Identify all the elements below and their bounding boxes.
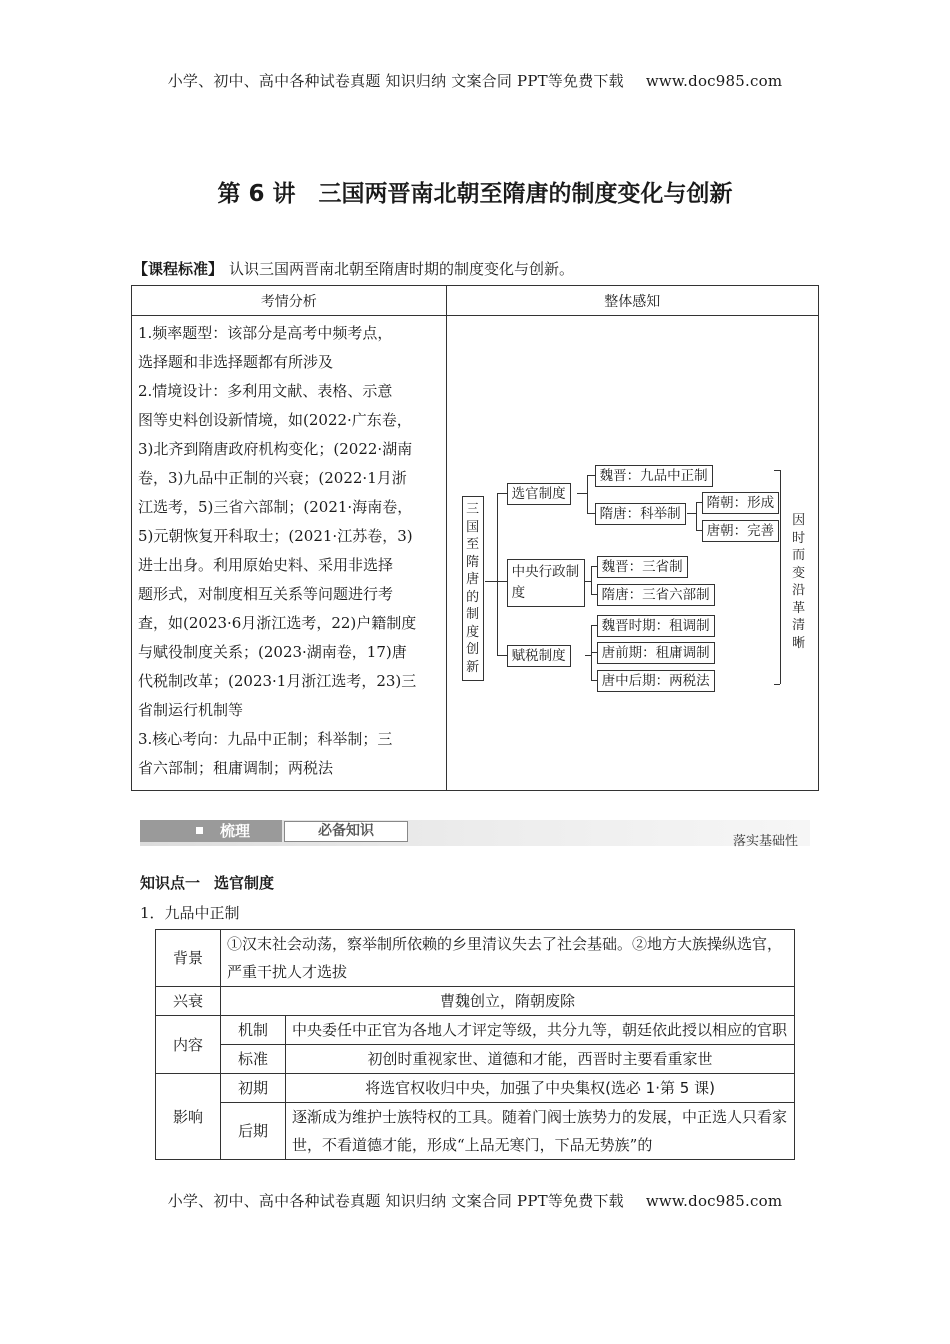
b1-connector (577, 493, 587, 494)
header-text: 小学、初中、高中各种试卷真题 知识归纳 文案合同 PPT等免费下载 (167, 72, 624, 90)
overview-header: 整体感知 (446, 286, 818, 316)
b2-item-sansheng: 魏晋：三省制 (597, 556, 688, 578)
b1-to-item1 (587, 475, 595, 476)
mechanism-text: 中央委任中正官为各地人才评定等级，共分九等，朝廷依此授以相应的官职 (286, 1016, 795, 1045)
branch-tax: 赋税制度 (507, 645, 571, 667)
overview-table (131, 285, 819, 791)
b3-item-liangshui: 唐中后期：两税法 (597, 670, 715, 692)
bg-label: 背景 (156, 930, 221, 987)
b2-spine (591, 566, 592, 594)
root-connector (485, 581, 497, 582)
b1-item-jiupin: 魏晋：九品中正制 (595, 465, 713, 487)
square-bullet-icon (196, 827, 203, 834)
header-site: www.doc985.com (645, 72, 783, 90)
analysis-point-2: 2.情境设计：多利用文献、表格、示意 图等史料创设新情境，如(2022·广东卷， 3)北齐到隋唐政府机构变化；(2022·湖南 卷，3)九品中正制的兴衰；(2022·1月浙 江选考，5)三省六部制；(2021·海南卷， 5)元朝恢复开科取士；(2021·江苏卷，3) 进士出身。利用原始史料、采用非选择 题形式，对制度相互关系等问题进行考 查，如(2023·6月浙江选考，22)户籍制度 与赋役制度关系；(2023·湖南卷，17)唐 代税制改革；(2023·1月浙江选考，23)三 省制运行机制等 (138, 382, 417, 719)
branch-selection: 选官制度 (507, 483, 571, 505)
jiupin-table (155, 929, 795, 1160)
diagram-summary (790, 512, 808, 652)
rise-label: 兴衰 (156, 987, 221, 1016)
page-header (0, 70, 950, 91)
table-row (156, 987, 795, 1016)
keju-tang: 唐朝：完善 (702, 520, 780, 542)
spine-to-b1 (497, 493, 507, 494)
keju-spine (696, 502, 697, 530)
bracket-bottom (774, 684, 780, 685)
spine-to-b2 (497, 581, 507, 582)
course-standard (133, 258, 574, 279)
footer-text: 小学、初中、高中各种试卷真题 知识归纳 文案合同 PPT等免费下载 (167, 1192, 624, 1210)
mechanism-label: 机制 (221, 1016, 286, 1045)
b2-item-sanshengliubu: 隋唐：三省六部制 (597, 584, 715, 606)
page-footer (0, 1190, 950, 1211)
analysis-header: 考情分析 (132, 286, 447, 316)
b1-to-item2 (587, 513, 595, 514)
footer-site: www.doc985.com (645, 1192, 783, 1210)
table-row (156, 1016, 795, 1045)
keju-sui: 隋朝：形成 (702, 492, 780, 514)
banner-sort-label: 梳理 (220, 822, 251, 840)
banner-foundation-label: 落实基础性 (732, 834, 798, 849)
lesson-title: 第 6 讲 三国两晋南北朝至隋唐的制度变化与创新 (217, 181, 733, 207)
bg-text: ①汉末社会动荡，察举制所依赖的乡里清议失去了社会基础。②地方大族操纵选官，严重干扰人才选拔 (221, 930, 795, 987)
section-banner (140, 820, 810, 849)
bracket-vertical (780, 470, 781, 684)
late-label: 后期 (221, 1103, 286, 1160)
banner-sort-tab (140, 820, 282, 842)
bracket-top (774, 470, 780, 471)
table-row (156, 1045, 795, 1074)
late-text: 逐渐成为维护士族特权的工具。随着门阀士族势力的发展，中正选人只看家世，不看道德才能，形成“上品无寒门，下品无势族”的 (286, 1103, 795, 1160)
course-standard-text: 认识三国两晋南北朝至隋唐时期的制度变化与创新。 (229, 260, 575, 278)
table-row (156, 1103, 795, 1160)
keju-connector (687, 513, 696, 514)
banner-essential-label: 必备知识 (284, 821, 408, 842)
knowledge-point-title (140, 872, 274, 893)
standard-label: 标准 (221, 1045, 286, 1074)
analysis-point-3: 3.核心考向：九品中正制；科举制；三 省六部制；租庸调制；两税法 (138, 730, 393, 777)
analysis-cell (132, 316, 447, 791)
table-row (156, 930, 795, 987)
b1-item-keju: 隋唐：科举制 (595, 503, 686, 525)
b1-spine (587, 475, 588, 513)
early-label: 初期 (221, 1074, 286, 1103)
diagram-root-text: 三国至隋唐的制度创新 (466, 502, 480, 675)
table-row (156, 1074, 795, 1103)
spine-to-b3 (497, 655, 507, 656)
branch-central-admin (507, 559, 585, 607)
b3-item-zuyongdiao: 唐前期：租庸调制 (597, 642, 715, 664)
analysis-point-1: 1.频率题型：该部分是高考中频考点， 选择题和非选择题都有所涉及 (138, 324, 393, 371)
early-text: 将选官权收归中央，加强了中央集权(选必 1·第 5 课) (286, 1074, 795, 1103)
subsection-title: 1．九品中正制 (140, 904, 240, 922)
root-spine (497, 493, 498, 655)
course-standard-label: 【课程标准】 (133, 260, 224, 278)
kp-name: 选官制度 (214, 874, 275, 892)
branch-central-admin-text: 中央行政制度 (511, 564, 580, 601)
concept-diagram (446, 316, 818, 791)
diagram-summary-text: 因时而变沿革清晰 (792, 513, 806, 651)
rise-text: 曹魏创立，隋朝废除 (221, 987, 795, 1016)
kp-number: 知识点一 (140, 874, 201, 892)
b3-item-zudiao: 魏晋时期：租调制 (597, 615, 715, 637)
standard-text: 初创时重视家世、道德和才能，西晋时主要看重家世 (286, 1045, 795, 1074)
diagram-root (462, 496, 484, 681)
content-label: 内容 (156, 1016, 221, 1074)
impact-label: 影响 (156, 1074, 221, 1160)
